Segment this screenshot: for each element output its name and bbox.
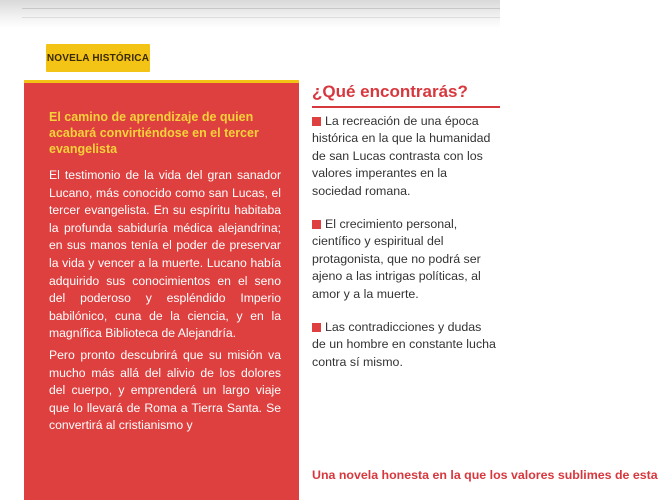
synopsis-subtitle: El camino de aprendizaje de quien acabará convirtiéndose en el tercer evangelista <box>49 110 259 156</box>
genre-badge-label: NOVELA HISTÓRICA <box>46 52 150 64</box>
genre-badge <box>46 44 150 72</box>
synopsis-paragraph: El testimonio de la vida del gran sanador Lucano, más conocido como san Lucas, el tercer evangelista. En su espíritu habitaba la profunda sabiduría médica alejandrina; en sus manos tenía el poder de preservar la vida y vencer a la muerte. Lucano había adquirido sus conocimientos en el seno del poderoso y espléndido Imperio babilónico, cuna de la ciencia, y en la magnífica Biblioteca de Alejandría. <box>49 168 281 341</box>
title-divider <box>312 106 500 108</box>
highlights-title: ¿Qué encontrarás? <box>312 82 468 101</box>
tagline <box>312 467 658 484</box>
list-item <box>312 113 498 200</box>
tagline-text: Una novela honesta en la que los valores sublimes de esta <box>312 468 658 482</box>
synopsis-body <box>49 167 281 435</box>
synopsis-panel <box>24 80 299 500</box>
list-item <box>312 319 498 371</box>
highlights-column <box>312 0 658 500</box>
list-item-text: El crecimiento personal, científico y espiritual del protagonista, que no podrá ser ajeno a las intrigas políticas, al amor y a la muerte. <box>312 217 481 301</box>
synopsis-paragraph: Pero pronto descubrirá que su misión va mucho más allá del alivio de los dolores del cuerpo, y emprenderá un largo viaje que lo llevará de Roma a Tierra Santa. Se convertirá al cristianismo y <box>49 347 281 433</box>
highlights-list <box>312 113 498 387</box>
square-bullet-icon <box>312 117 321 126</box>
square-bullet-icon <box>312 220 321 229</box>
list-item <box>312 216 498 303</box>
square-bullet-icon <box>312 323 321 332</box>
list-item-text: Las contradicciones y dudas de un hombre en constante lucha contra sí mismo. <box>312 320 496 369</box>
list-item-text: La recreación de una época histórica en la que la humanidad de san Lucas contrasta con los valores imperantes en la sociedad romana. <box>312 114 491 198</box>
